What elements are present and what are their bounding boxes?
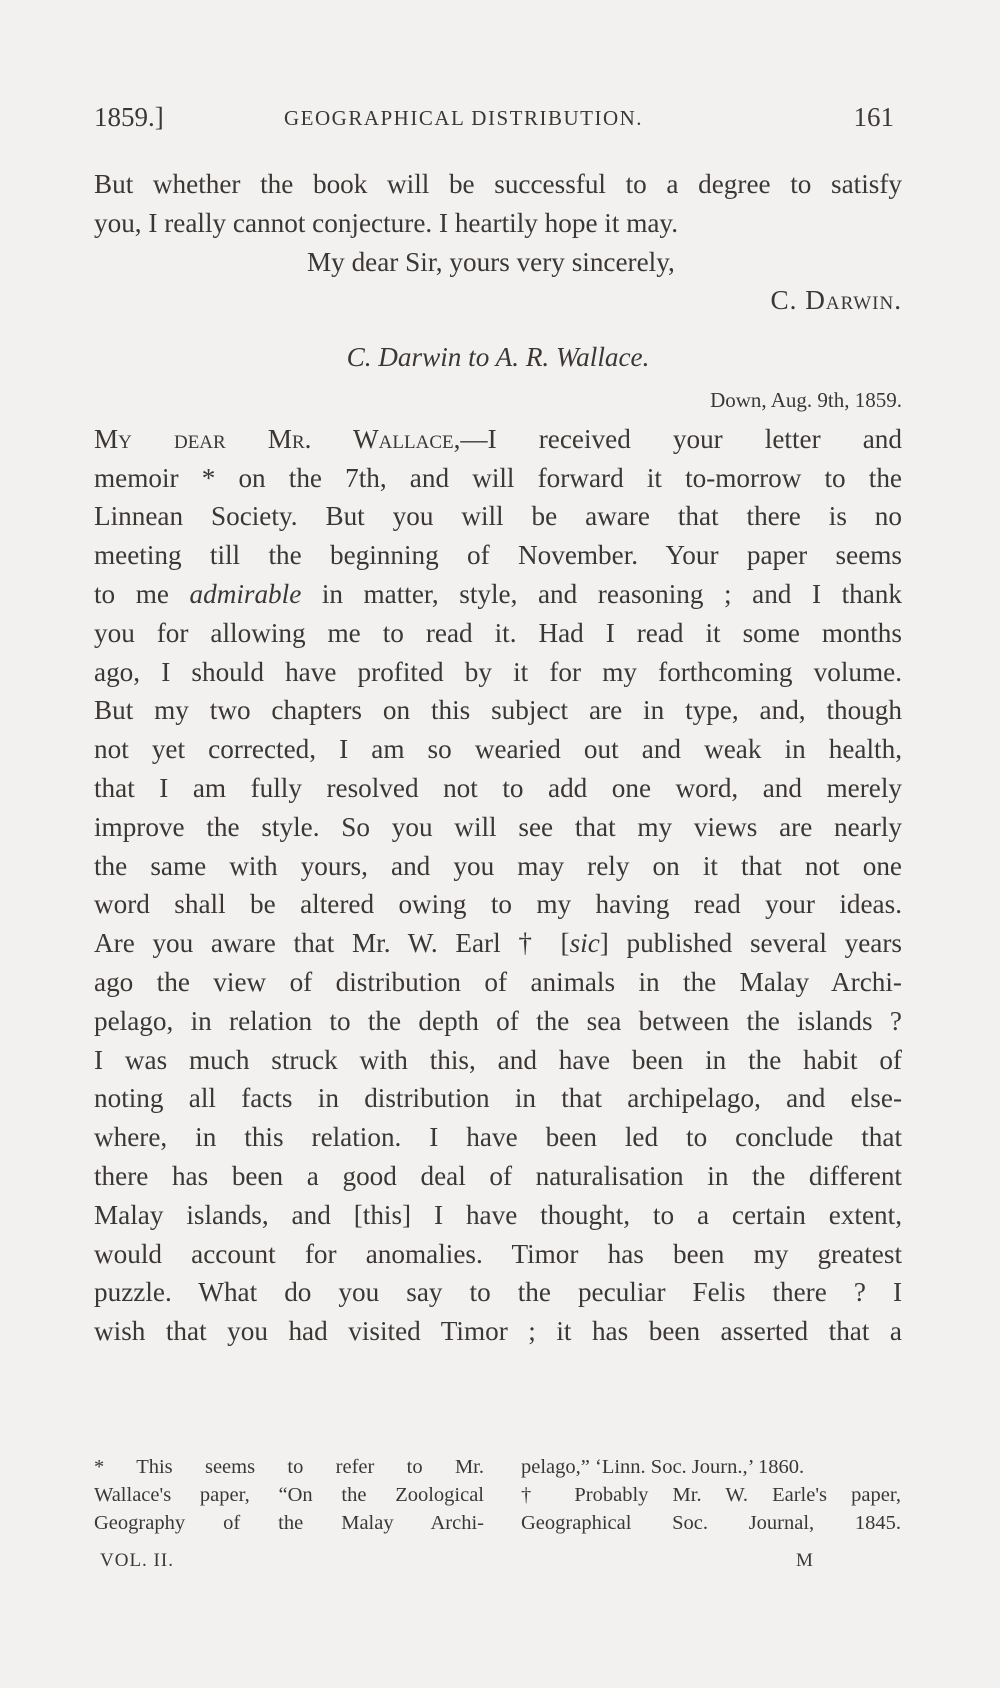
footnote-line: Wallace's paper, “On the Zoological bbox=[94, 1484, 484, 1506]
text-line: you for allowing me to read it. Had I read it some months bbox=[94, 617, 902, 648]
text-line: ago, I should have profited by it for my forthcoming volume. bbox=[94, 656, 902, 687]
text-line: pelago, in relation to the depth of the sea between the islands ? bbox=[94, 1005, 902, 1036]
page-number: 161 bbox=[853, 102, 894, 132]
text-segment: to me bbox=[94, 578, 190, 609]
footnote-line: † Probably Mr. W. Earle's paper, bbox=[521, 1484, 901, 1506]
text-line: noting all facts in distribution in that archipelago, and else- bbox=[94, 1083, 902, 1114]
text-line: not yet corrected, I am so wearied out and weak in health, bbox=[94, 734, 902, 765]
text-line: that I am fully resolved not to add one word, and merely bbox=[94, 772, 902, 803]
letter-signature: C. Darwin. bbox=[770, 285, 902, 316]
text-line: there has been a good deal of naturalisation in the different bbox=[94, 1160, 902, 1191]
running-head-title: GEOGRAPHICAL DISTRIBUTION. bbox=[284, 106, 644, 130]
text-line-admirable bbox=[94, 575, 902, 614]
running-head-year: 1859.] bbox=[94, 102, 164, 132]
letter-closing: My dear Sir, yours very sincerely, bbox=[307, 246, 675, 277]
running-head bbox=[94, 102, 894, 142]
emphasis-admirable: admirable bbox=[189, 578, 302, 609]
text-line: Malay islands, and [this] I have thought, to a certain extent, bbox=[94, 1199, 902, 1230]
text-line: But whether the book will be successful to a degree to satisfy bbox=[94, 169, 902, 199]
text-segment: Are you aware that Mr. W. Earl † [ bbox=[94, 928, 570, 959]
footnote-line: Geography of the Malay Archi- bbox=[94, 1512, 484, 1534]
text-line: the same with yours, and you may rely on it that not one bbox=[94, 850, 902, 881]
text-line: where, in this relation. I have been led to conclude that bbox=[94, 1122, 902, 1153]
footnote-column-left bbox=[94, 1453, 484, 1537]
text-line: puzzle. What do you say to the peculiar Felis there ? I bbox=[94, 1277, 902, 1308]
text-line: But my two chapters on this subject are in type, and, though bbox=[94, 695, 902, 726]
text-line: meeting till the beginning of November. Your paper seems bbox=[94, 540, 902, 571]
footnote-line: * This seems to refer to Mr. bbox=[94, 1456, 484, 1478]
letter-dateline: Down, Aug. 9th, 1859. bbox=[710, 387, 902, 412]
text-line: Linnean Society. But you will be aware that there is no bbox=[94, 501, 902, 532]
footnote-column-right bbox=[521, 1453, 901, 1537]
text-line: ago the view of distribution of animals in the Malay Archi- bbox=[94, 966, 902, 997]
footnote-line: pelago,” ‘Linn. Soc. Journ.,’ 1860. bbox=[521, 1456, 805, 1478]
text-line-sic bbox=[94, 924, 902, 963]
text-line: would account for anomalies. Timor has been my greatest bbox=[94, 1238, 902, 1269]
text-line: memoir * on the 7th, and will forward it to-morrow to the bbox=[94, 462, 902, 493]
emphasis-sic: sic bbox=[569, 928, 600, 959]
letter-salutation: My dear Mr. Wallace, bbox=[94, 423, 461, 454]
text-segment: in matter, style, and reasoning ; and I thank bbox=[301, 578, 902, 609]
letter-heading: C. Darwin to A. R. Wallace. bbox=[346, 342, 650, 373]
text-line: word shall be altered owing to my having read your ideas. bbox=[94, 889, 902, 920]
volume-mark: VOL. II. bbox=[100, 1550, 174, 1571]
letter-salutation-line bbox=[94, 420, 902, 459]
text-line: you, I really cannot conjecture. I heartily hope it may. bbox=[94, 207, 679, 238]
printer-signature-mark bbox=[100, 1550, 900, 1580]
footnote-line: Geographical Soc. Journal, 1845. bbox=[521, 1512, 901, 1534]
text-line: wish that you had visited Timor ; it has been asserted that a bbox=[94, 1316, 902, 1347]
salutation-rest: —I received your letter and bbox=[460, 423, 902, 454]
text-line: I was much struck with this, and have been in the habit of bbox=[94, 1044, 902, 1075]
sheet-mark: M bbox=[796, 1550, 814, 1571]
text-segment: ] published several years bbox=[599, 928, 902, 959]
text-line: improve the style. So you will see that my views are nearly bbox=[94, 811, 902, 842]
page-body bbox=[94, 165, 902, 1351]
